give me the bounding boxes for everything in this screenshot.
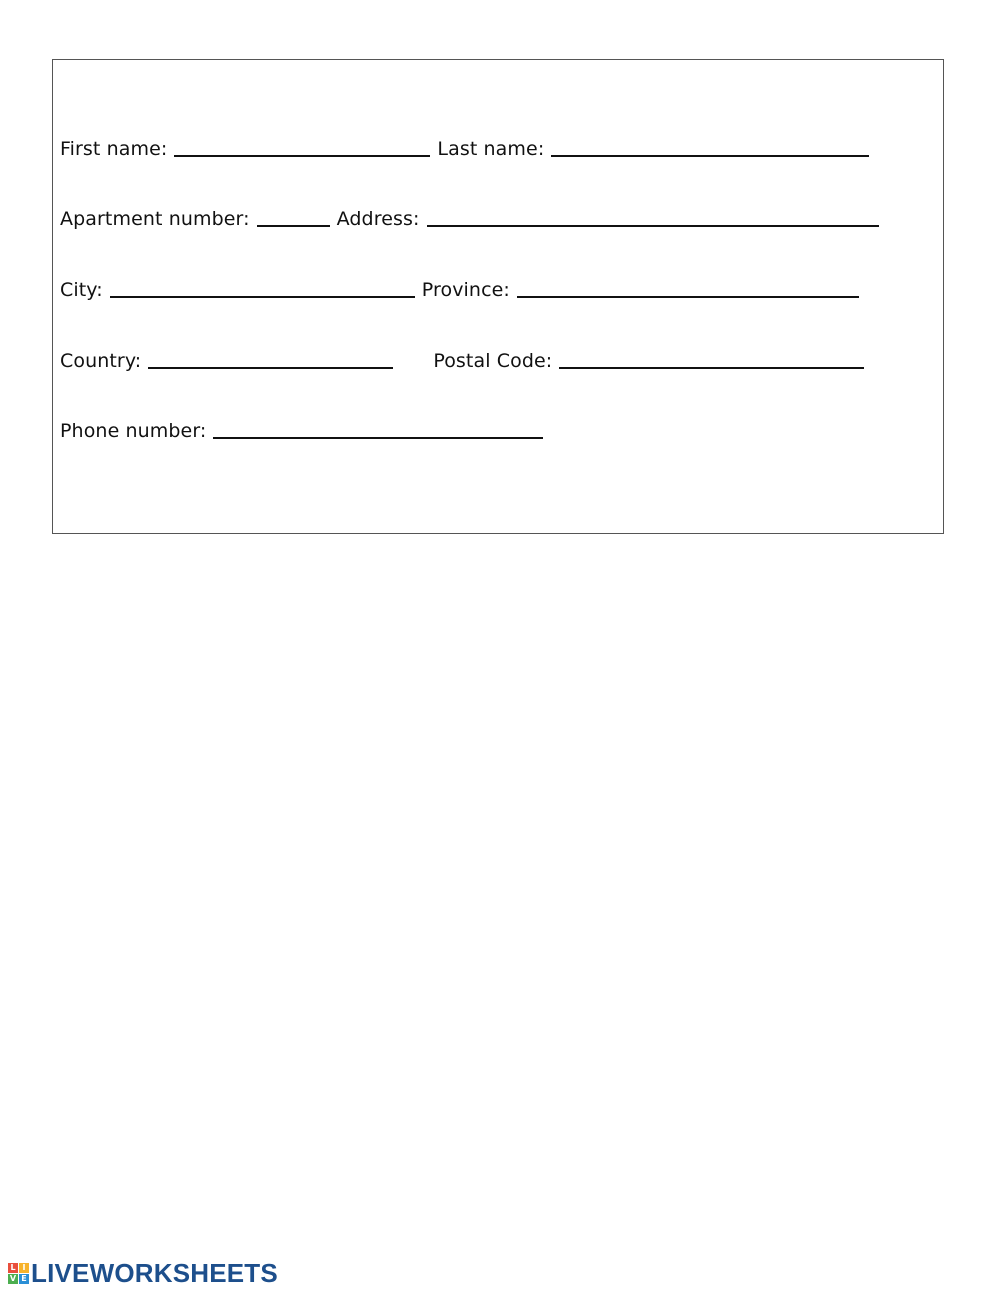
logo-mark-e: E (19, 1274, 29, 1284)
first-name-blank[interactable] (174, 155, 430, 157)
address-row (60, 202, 886, 230)
logo-mark-i: I (19, 1263, 29, 1273)
address-label: Address: (336, 208, 420, 230)
city-blank[interactable] (110, 296, 415, 298)
province-label: Province: (421, 279, 510, 301)
phone-number-label: Phone number: (60, 420, 207, 442)
country-blank[interactable] (148, 367, 393, 369)
logo-mark-icon (8, 1263, 29, 1284)
name-row (60, 132, 876, 160)
postal-code-label: Postal Code: (433, 350, 553, 372)
logo-text: LIVEWORKSHEETS (31, 1257, 278, 1288)
apartment-number-blank[interactable] (257, 225, 330, 227)
last-name-label: Last name: (437, 138, 545, 160)
apartment-number-label: Apartment number: (60, 208, 250, 230)
last-name-blank[interactable] (551, 155, 869, 157)
first-name-label: First name: (60, 138, 168, 160)
postal-code-blank[interactable] (559, 367, 864, 369)
address-blank[interactable] (427, 225, 879, 227)
country-label: Country: (60, 350, 142, 372)
city-label: City: (60, 279, 103, 301)
phone-number-blank[interactable] (213, 437, 543, 439)
liveworksheets-logo (8, 1258, 278, 1288)
address-form-box (52, 59, 944, 534)
province-blank[interactable] (517, 296, 859, 298)
phone-row (60, 414, 550, 442)
country-row (60, 344, 871, 372)
city-row (60, 273, 866, 301)
logo-mark-l: L (8, 1263, 18, 1273)
logo-mark-v: V (9, 1273, 17, 1283)
